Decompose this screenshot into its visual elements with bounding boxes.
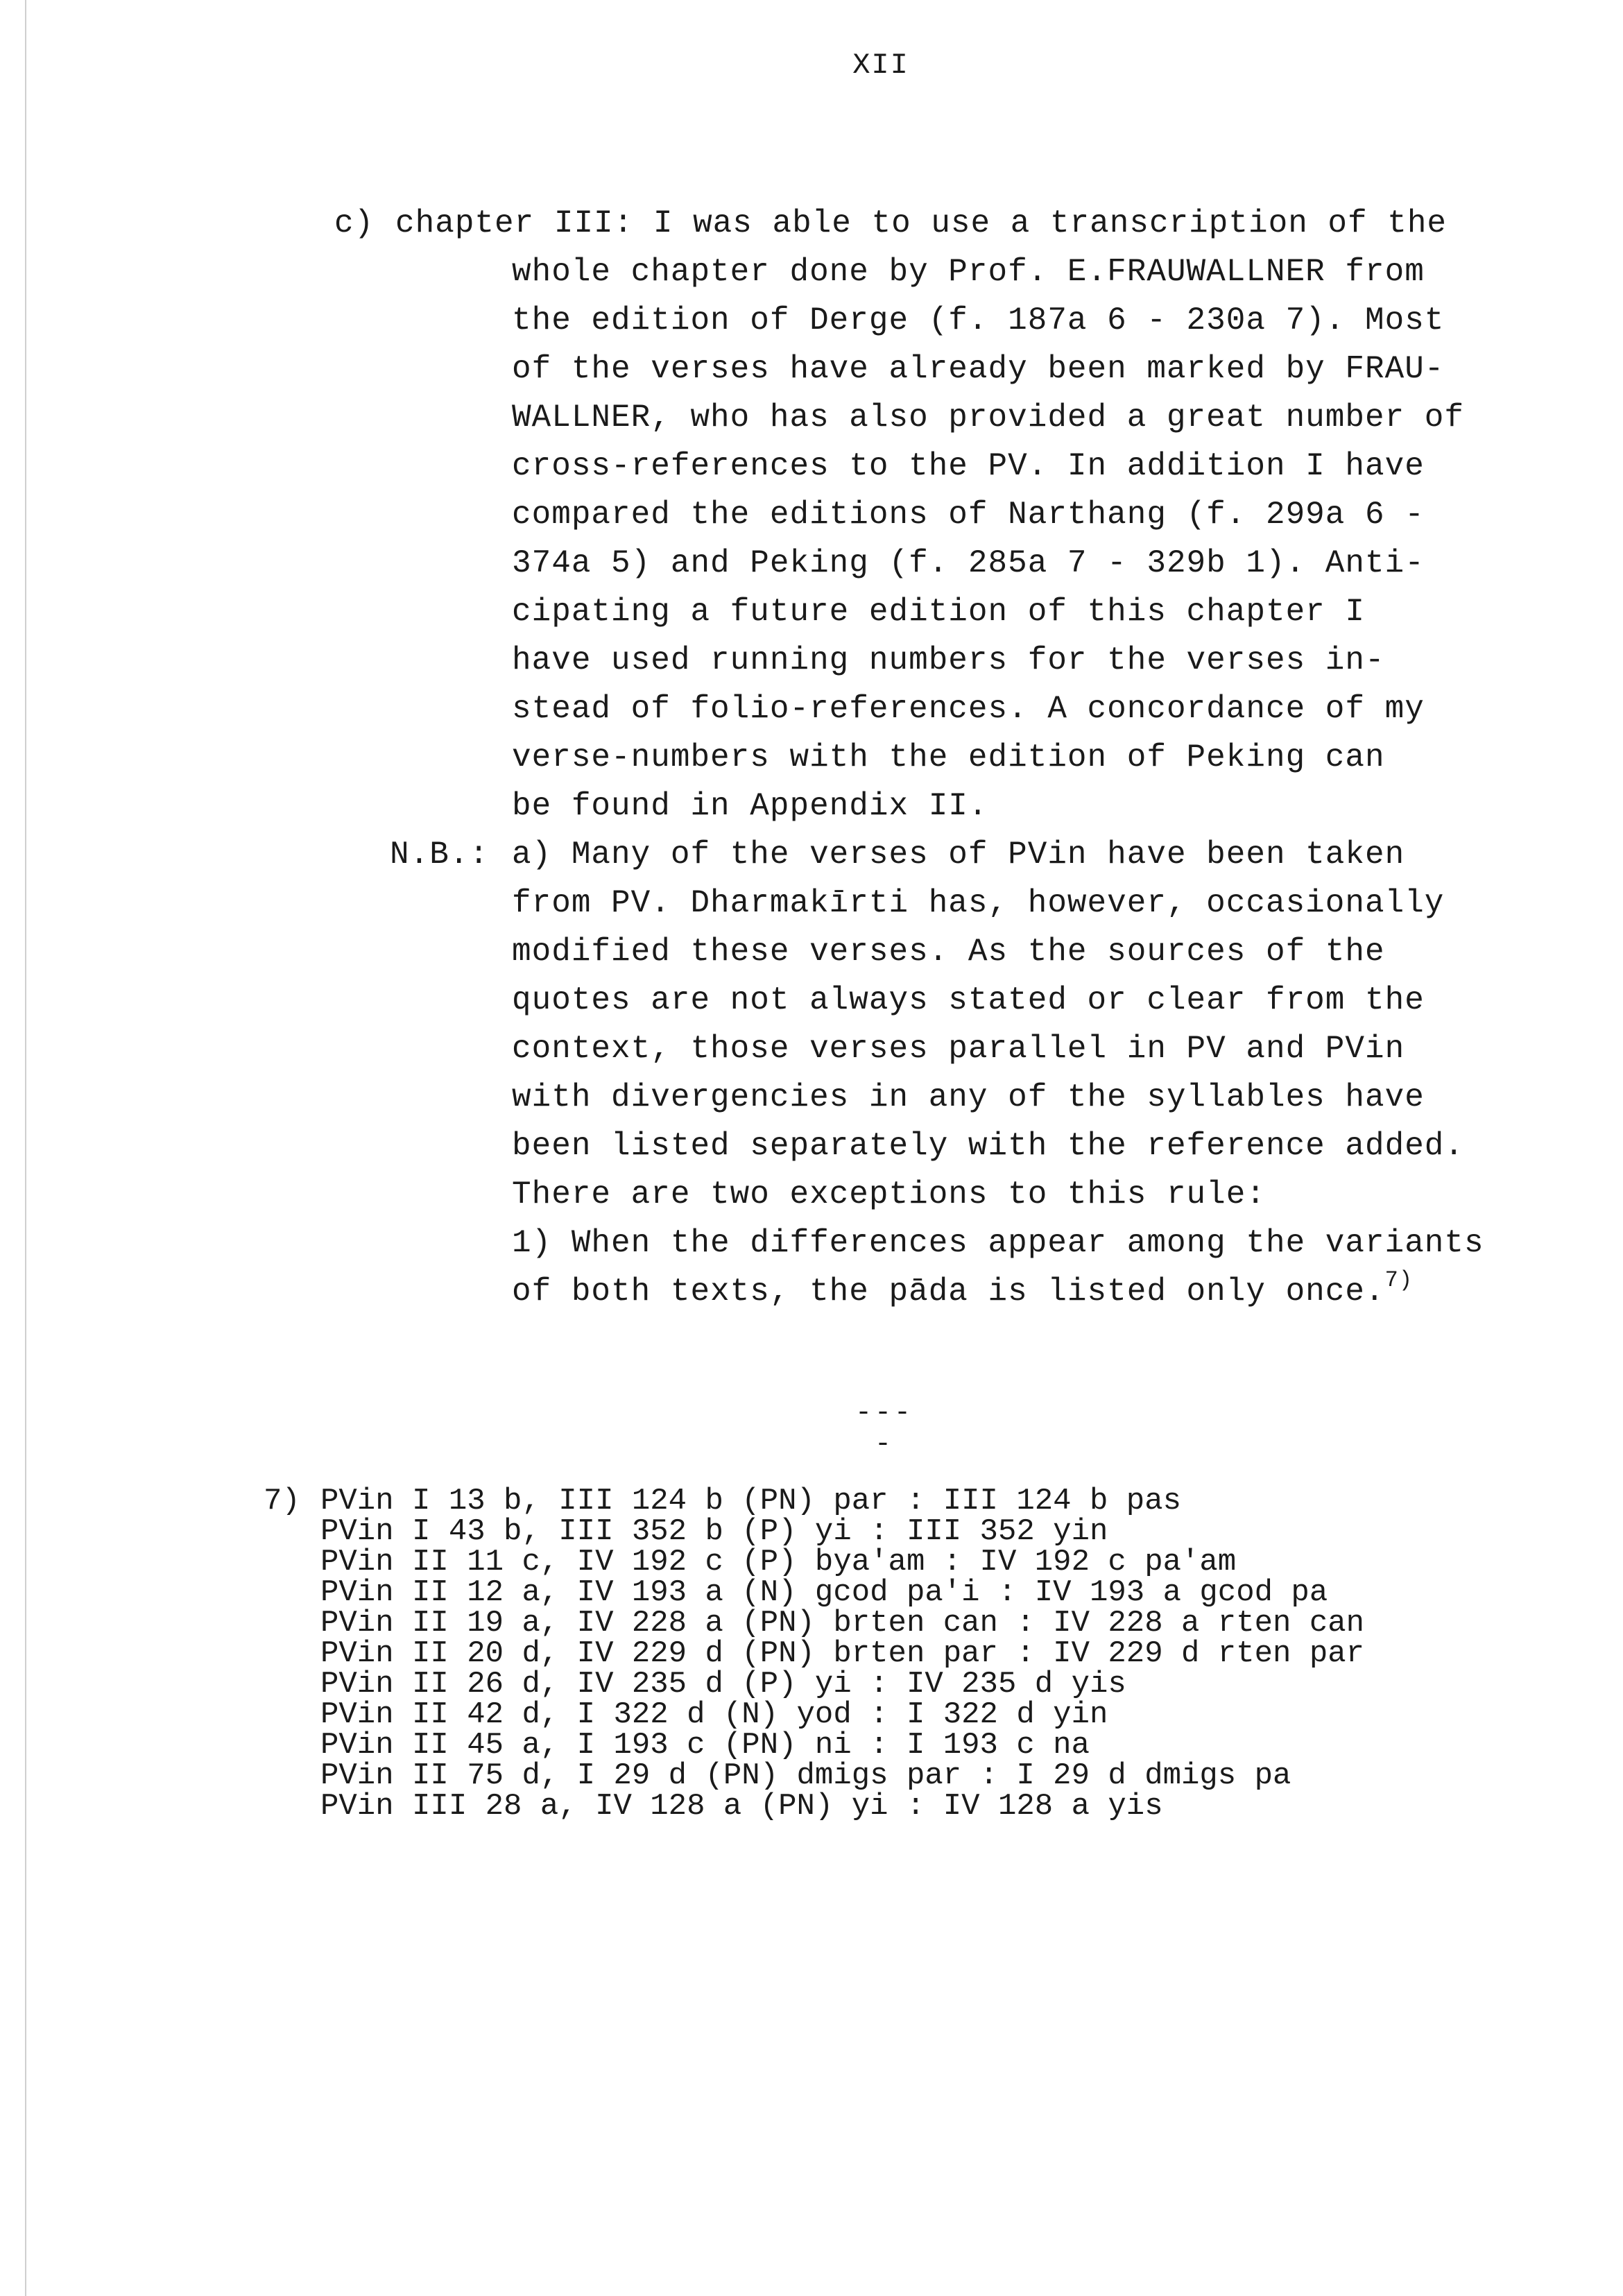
page-number: XII bbox=[852, 49, 909, 82]
footnote-line: PVin II 12 a, IV 193 a (N) gcod pa'i : IV 193 a gcod pa bbox=[320, 1575, 1328, 1610]
footnote-line: PVin II 11 c, IV 192 c (P) bya'am : IV 192 c pa'am bbox=[320, 1545, 1237, 1579]
nb-label: N.B.: bbox=[390, 837, 490, 873]
nb-line: There are two exceptions to this rule: bbox=[512, 1176, 1266, 1213]
footnote-line: PVin I 13 b, III 124 b (PN) par : III 124 b pas bbox=[320, 1484, 1182, 1518]
chapter-label: c) bbox=[334, 205, 375, 241]
footnote-separator: ---- bbox=[855, 1398, 913, 1460]
footnote-line: PVin II 26 d, IV 235 d (P) yi : IV 235 d yis bbox=[320, 1667, 1126, 1702]
nb-line: of both texts, the pāda is listed only once. bbox=[512, 1274, 1385, 1310]
text-line: chapter III: I was able to use a transcription of the bbox=[395, 205, 1448, 241]
footnote-line: PVin II 19 a, IV 228 a (PN) brten can : IV 228 a rten can bbox=[320, 1606, 1365, 1640]
nb-line: a) Many of the verses of PVin have been taken bbox=[512, 837, 1405, 873]
text-line: whole chapter done by Prof. E.FRAUWALLNER from bbox=[512, 254, 1425, 290]
text-line: be found in Appendix II. bbox=[512, 788, 988, 824]
nb-line: from PV. Dharmakīrti has, however, occasionally bbox=[512, 885, 1445, 921]
text-line: the edition of Derge (f. 187a 6 - 230a 7). Most bbox=[512, 302, 1445, 339]
nb-line: context, those verses parallel in PV and PVin bbox=[512, 1031, 1405, 1067]
text-line: cipating a future edition of this chapter I bbox=[512, 594, 1365, 630]
text-line: 374a 5) and Peking (f. 285a 7 - 329b 1). Anti- bbox=[512, 545, 1425, 581]
footnote-line: PVin II 20 d, IV 229 d (PN) brten par : IV 229 d rten par bbox=[320, 1636, 1365, 1671]
nb-line: been listed separately with the reference added. bbox=[512, 1128, 1465, 1164]
footnote-line: PVin II 42 d, I 322 d (N) yod : I 322 d yin bbox=[320, 1697, 1108, 1732]
text-line: WALLNER, who has also provided a great number of bbox=[512, 400, 1465, 436]
nb-line: 1) When the differences appear among the variants bbox=[512, 1225, 1484, 1261]
text-line: stead of folio-references. A concordance of my bbox=[512, 691, 1425, 727]
footnote-label: 7) bbox=[264, 1484, 300, 1518]
text-line: compared the editions of Narthang (f. 299a 6 - bbox=[512, 497, 1425, 533]
footnote-line: PVin III 28 a, IV 128 a (PN) yi : IV 128 a yis bbox=[320, 1789, 1163, 1824]
footnote-line: PVin I 43 b, III 352 b (P) yi : III 352 yin bbox=[320, 1514, 1108, 1549]
footnote-line: PVin II 45 a, I 193 c (PN) ni : I 193 c na bbox=[320, 1728, 1090, 1763]
nb-line: modified these verses. As the sources of the bbox=[512, 934, 1385, 970]
text-line: of the verses have already been marked by FRAU- bbox=[512, 351, 1445, 387]
text-line: have used running numbers for the verses in- bbox=[512, 642, 1385, 678]
footnote-line: PVin II 75 d, I 29 d (PN) dmigs par : I 29 d dmigs pa bbox=[320, 1758, 1291, 1793]
footnote-reference-mark: 7) bbox=[1384, 1267, 1414, 1293]
nb-line-last bbox=[512, 1267, 1414, 1312]
text-line: cross-references to the PV. In addition I have bbox=[512, 448, 1425, 484]
left-margin-rule bbox=[25, 0, 26, 2296]
nb-line: with divergencies in any of the syllables have bbox=[512, 1079, 1425, 1115]
text-line: verse-numbers with the edition of Peking can bbox=[512, 739, 1385, 776]
nb-line: quotes are not always stated or clear from the bbox=[512, 982, 1425, 1018]
